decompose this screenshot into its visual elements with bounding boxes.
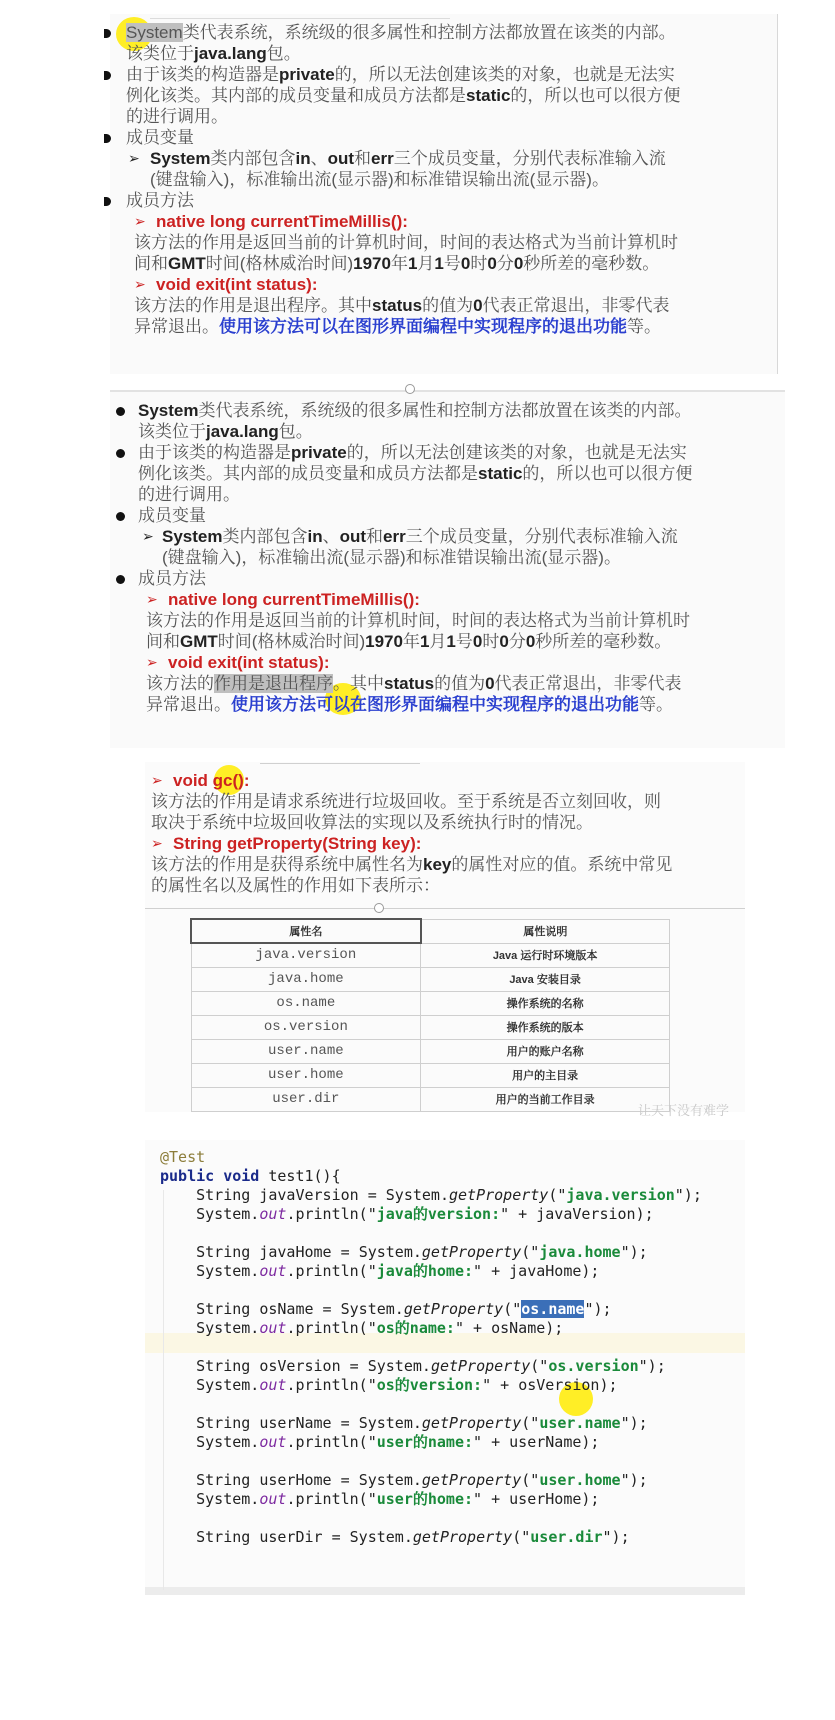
method-signature: void gc(): (173, 771, 250, 790)
text: 秒所差的毫秒数。 (523, 254, 660, 273)
number: 0 (487, 254, 497, 273)
property-description: 操作系统的名称 (421, 991, 670, 1015)
method-exit (110, 652, 790, 673)
bullet-text: 该类位于 (138, 422, 206, 441)
string-literal: os的version: (376, 1376, 483, 1394)
property-name: user.dir (191, 1087, 421, 1111)
method-signature: String getProperty(String key): (173, 834, 422, 853)
class-ref: System. (340, 1300, 404, 1318)
operator: " + (473, 1490, 510, 1508)
text: 月 (417, 254, 435, 273)
property-name: user.home (191, 1063, 421, 1087)
string-literal: java的version: (376, 1205, 501, 1223)
table-row (191, 1063, 670, 1087)
keyword: static (466, 86, 511, 105)
method-signature: test1(){ (259, 1167, 341, 1185)
bullet-text: 例化该类。其内部的成员变量和成员方法都是 (138, 464, 478, 483)
method-currenttimemillis (104, 211, 774, 232)
number: 0 (513, 254, 524, 273)
punct: (" (521, 1243, 540, 1261)
property-description: Java 安装目录 (421, 967, 670, 991)
field: out (259, 1262, 287, 1280)
method-description (110, 610, 790, 652)
variable: userHome (509, 1490, 582, 1508)
method-description (145, 854, 755, 896)
method-call: getProperty (412, 1528, 513, 1546)
arrow-bullet-icon: ➢ (146, 654, 158, 670)
table-header-row (191, 919, 670, 943)
bullet-text: 由于该类的构造器是 (126, 65, 279, 84)
method-currenttimemillis (110, 589, 790, 610)
text: (键盘输入)，标准输出流(显示器)和标准错误输出流(显示器)。 (162, 548, 621, 567)
keyword: out (327, 149, 355, 168)
emphasis-text: 使用该方法可以在图形界面编程中实现程序的退出功能 (219, 317, 627, 336)
punct: "); (638, 1357, 666, 1375)
punct: ); (635, 1205, 654, 1223)
operator: = (313, 1300, 341, 1318)
member-var-item (104, 148, 774, 190)
string-literal: java.home (539, 1243, 621, 1261)
text: 和 (366, 527, 384, 546)
text: 秒所差的毫秒数。 (535, 632, 672, 651)
bullet-text: 的进行调用。 (138, 485, 240, 504)
class-ref: System. (196, 1376, 260, 1394)
class-ref: System. (385, 1186, 449, 1204)
keyword: err (383, 527, 406, 546)
variable: javaVersion (259, 1186, 359, 1204)
text: 。其中 (333, 674, 384, 693)
package-name: java.lang (194, 44, 267, 63)
table-row (191, 1087, 670, 1111)
number: 1970 (353, 254, 391, 273)
method-call: .println(" (286, 1319, 377, 1337)
punct: ); (599, 1376, 618, 1394)
method-call: getProperty (421, 1243, 522, 1261)
variable: userName (509, 1433, 582, 1451)
keyword: in (307, 527, 323, 546)
method-gc (145, 770, 755, 791)
type: String (196, 1300, 251, 1318)
punct: (" (503, 1300, 522, 1318)
table-row (191, 1039, 670, 1063)
table-row (191, 1015, 670, 1039)
type: String (196, 1471, 251, 1489)
bullet-text: 由于该类的构造器是 (138, 443, 291, 462)
text: 时间(格林威治时间) (205, 254, 354, 273)
bullet-constructor (110, 442, 790, 505)
operator: " + (473, 1262, 510, 1280)
text: 异常退出。 (146, 695, 231, 714)
bullet-icon (104, 134, 111, 143)
punct: ); (581, 1433, 600, 1451)
table-row (191, 967, 670, 991)
punct: (" (521, 1414, 540, 1432)
operator: = (331, 1243, 359, 1261)
property-name: os.name (191, 991, 421, 1015)
text: 分 (496, 254, 514, 273)
bullet-member-vars (110, 505, 790, 526)
text: 分 (508, 632, 526, 651)
number: 0 (499, 632, 509, 651)
variable: userDir (259, 1528, 323, 1546)
variable: javaVersion (536, 1205, 636, 1223)
keyword: System (162, 527, 223, 546)
method-call: getProperty (449, 1186, 549, 1204)
keyword: static (478, 464, 523, 483)
bullet-icon (104, 71, 111, 80)
bullet-text: 类代表系统，系统级的很多属性和控制方法都放置在该类的内部。 (182, 23, 676, 42)
class-ref: System. (367, 1357, 431, 1375)
text: 该方法的作用是返回当前的计算机时间，时间的表达格式为当前计算机时 (146, 611, 690, 630)
punct: (" (530, 1357, 549, 1375)
text: 类内部包含 (210, 149, 296, 168)
number: 0 (525, 632, 536, 651)
text: 该方法的作用是返回当前的计算机时间，时间的表达格式为当前计算机时 (134, 233, 678, 252)
arrow-bullet-icon: ➢ (128, 150, 140, 166)
variable: javaHome (509, 1262, 582, 1280)
bullet-text: 的，所以也可以很方便 (510, 86, 681, 105)
text: 间和 (146, 632, 180, 651)
punct: (" (521, 1471, 540, 1489)
variable: userName (259, 1414, 332, 1432)
number: 1970 (365, 632, 403, 651)
text: (键盘输入)，标准输出流(显示器)和标准错误输出流(显示器)。 (150, 170, 609, 189)
property-description: Java 运行时环境版本 (421, 943, 670, 967)
string-literal: user.home (539, 1471, 621, 1489)
bullet-text: 类代表系统，系统级的很多属性和控制方法都放置在该类的内部。 (198, 401, 692, 420)
variable: osName (259, 1300, 314, 1318)
text: 该方法的作用是请求系统进行垃圾回收。至于系统是否立刻回收，则 (151, 792, 661, 811)
keyword: out (339, 527, 367, 546)
property-description: 用户的主目录 (421, 1063, 670, 1087)
operator: " + (473, 1433, 510, 1451)
bullet-text: 的，所以也可以很方便 (522, 464, 693, 483)
keyword: in (295, 149, 311, 168)
property-description: 操作系统的版本 (421, 1015, 670, 1039)
text: 月 (429, 632, 447, 651)
bullet-label: 成员方法 (138, 569, 206, 588)
type: String (196, 1414, 251, 1432)
punct: "); (620, 1243, 648, 1261)
operator: = (358, 1186, 386, 1204)
class-ref: System. (358, 1414, 422, 1432)
method-description (110, 673, 790, 715)
class-ref: System. (196, 1205, 260, 1223)
column-header: 属性名 (191, 919, 421, 943)
method-signature: void exit(int status): (168, 653, 330, 672)
operator: = (331, 1471, 359, 1489)
text: 间和 (134, 254, 168, 273)
number: 1 (407, 254, 418, 273)
property-description: 用户的账户名称 (421, 1039, 670, 1063)
property-description: 用户的当前工作目录 (421, 1087, 670, 1111)
bullet-label: 成员方法 (126, 191, 194, 210)
text: 三个成员变量，分别代表标准输入流 (393, 149, 666, 168)
text: 时间(格林威治时间) (217, 632, 366, 651)
bullet-icon (116, 449, 125, 458)
bullet-text: 的，所以无法创建该类的对象，也就是无法实 (346, 443, 687, 462)
slide3-content (145, 770, 755, 896)
field: out (259, 1490, 287, 1508)
selected-string-literal: os.name (521, 1300, 585, 1318)
method-call: .println(" (286, 1490, 377, 1508)
text: 号 (455, 632, 473, 651)
number: 1 (419, 632, 430, 651)
bullet-icon (104, 29, 111, 38)
number: 1 (446, 632, 456, 651)
bullet-icon (116, 407, 125, 416)
operator: = (322, 1528, 350, 1546)
operator: = (331, 1414, 359, 1432)
punct: ); (545, 1319, 564, 1337)
method-call: getProperty (430, 1357, 531, 1375)
text: 年 (402, 632, 420, 651)
method-description (145, 791, 755, 833)
property-name: java.home (191, 967, 421, 991)
text: 的值为 (422, 296, 474, 315)
resize-handle-icon (405, 384, 415, 394)
keyword: public void (160, 1167, 260, 1185)
number: 0 (473, 296, 483, 315)
punct: (" (548, 1186, 567, 1204)
method-call: .println(" (286, 1433, 377, 1451)
text: 和 (354, 149, 372, 168)
bullet-system-class (104, 22, 774, 64)
method-description (104, 295, 774, 337)
text: 取决于系统中垃圾回收算法的实现以及系统执行时的情况。 (151, 813, 593, 832)
punct: "); (674, 1186, 702, 1204)
operator: " + (454, 1319, 492, 1337)
bullet-label: 成员变量 (126, 128, 194, 147)
arrow-bullet-icon: ➢ (134, 213, 146, 229)
method-signature: void exit(int status): (156, 275, 318, 294)
slide-top-border (150, 18, 450, 19)
keyword: System (138, 401, 199, 420)
method-signature: native long currentTimeMillis(): (156, 212, 408, 231)
string-literal: user的home: (376, 1490, 474, 1508)
text: 时 (482, 632, 500, 651)
text: 的属性对应的值。系统中常见 (451, 855, 673, 874)
number: 0 (472, 632, 483, 651)
string-literal: os的name: (376, 1319, 455, 1337)
text: 等。 (627, 317, 661, 336)
bullet-constructor (104, 64, 774, 127)
slide-divider (145, 908, 745, 909)
text: 的值为 (434, 674, 486, 693)
text: 代表正常退出，非零代表 (482, 296, 670, 315)
method-call: getProperty (421, 1414, 522, 1432)
class-ref: System. (358, 1471, 422, 1489)
package-name: java.lang (206, 422, 279, 441)
code-block (160, 1148, 702, 1547)
text: 异常退出。 (134, 317, 219, 336)
field: out (259, 1376, 287, 1394)
keyword: key (423, 855, 452, 874)
type: String (196, 1357, 251, 1375)
variable: osVersion (518, 1376, 600, 1394)
text: 、 (310, 149, 328, 168)
field: out (259, 1205, 287, 1223)
method-call: getProperty (421, 1471, 522, 1489)
arrow-bullet-icon: ➢ (146, 591, 158, 607)
keyword: private (291, 443, 347, 462)
class-ref: System. (358, 1243, 422, 1261)
bullet-label: 成员变量 (138, 506, 206, 525)
text: 该方法的作用是退出程序。其中 (134, 296, 372, 315)
class-ref: System. (196, 1262, 260, 1280)
text: 年 (390, 254, 408, 273)
bullet-text: 包。 (266, 44, 301, 63)
punct: "); (584, 1300, 612, 1318)
keyword: GMT (168, 254, 206, 273)
operator: = (340, 1357, 368, 1375)
text: 的属性名以及属性的作用如下表所示： (151, 876, 440, 895)
text: 该方法的作用是获得系统中属性名为 (151, 855, 423, 874)
text: 号 (443, 254, 461, 273)
bullet-member-methods (110, 568, 790, 589)
bullet-text: 该类位于 (126, 44, 194, 63)
table-row (191, 943, 670, 967)
operator: " + (500, 1205, 537, 1223)
method-exit (104, 274, 774, 295)
arrow-bullet-icon: ➢ (151, 835, 163, 851)
class-ref: System. (196, 1319, 260, 1337)
arrow-bullet-icon: ➢ (134, 276, 146, 292)
bullet-icon (104, 197, 111, 206)
keyword: System (150, 149, 211, 168)
table-row (191, 991, 670, 1015)
watermark: 让天下没有难学 (638, 1104, 730, 1119)
string-literal: user的name: (376, 1433, 474, 1451)
method-call: .println(" (286, 1205, 377, 1223)
string-literal: user.name (539, 1414, 621, 1432)
string-literal: os.version (548, 1357, 639, 1375)
method-description (104, 232, 774, 274)
text: 、 (322, 527, 340, 546)
arrow-bullet-icon: ➢ (151, 772, 163, 788)
bullet-icon (116, 575, 125, 584)
slide2-content (110, 400, 790, 715)
keyword: status (384, 674, 435, 693)
bullet-text: 的，所以无法创建该类的对象，也就是无法实 (334, 65, 675, 84)
method-call: .println(" (286, 1376, 377, 1394)
method-call: getProperty (403, 1300, 504, 1318)
method-signature: native long currentTimeMillis(): (168, 590, 420, 609)
number: 0 (485, 674, 495, 693)
keyword: err (371, 149, 394, 168)
type: String (196, 1243, 251, 1261)
selected-text: System (126, 23, 183, 42)
punct: ); (581, 1262, 600, 1280)
method-getproperty (145, 833, 755, 854)
properties-table (190, 918, 670, 1112)
bullet-system-class (110, 400, 790, 442)
class-ref: System. (196, 1490, 260, 1508)
keyword: status (372, 296, 423, 315)
bullet-text: 例化该类。其内部的成员变量和成员方法都是 (126, 86, 466, 105)
punct: "); (620, 1471, 648, 1489)
text: 该方法的 (146, 674, 214, 693)
member-var-item (110, 526, 790, 568)
number: 1 (434, 254, 444, 273)
text: 类内部包含 (222, 527, 308, 546)
punct: "); (602, 1528, 630, 1546)
annotation: @Test (160, 1148, 206, 1166)
property-name: user.name (191, 1039, 421, 1063)
class-ref: System. (349, 1528, 413, 1546)
type: String (196, 1528, 251, 1546)
field: out (259, 1433, 287, 1451)
text: 等。 (639, 695, 673, 714)
keyword: GMT (180, 632, 218, 651)
property-name: os.version (191, 1015, 421, 1039)
emphasis-text: 使用该方法可以在图形界面编程中实现程序的退出功能 (231, 695, 639, 714)
bullet-text: 的进行调用。 (126, 107, 228, 126)
bullet-icon (116, 512, 125, 521)
string-literal: user.dir (530, 1528, 603, 1546)
bullet-member-vars (104, 127, 774, 148)
bullet-member-methods (104, 190, 774, 211)
type: String (196, 1186, 251, 1204)
method-call: .println(" (286, 1262, 377, 1280)
selected-text: 作用是退出程序 (214, 674, 333, 693)
operator: " + (482, 1376, 519, 1394)
keyword: private (279, 65, 335, 84)
number: 0 (460, 254, 471, 273)
bullet-text: 包。 (278, 422, 313, 441)
variable: osVersion (259, 1357, 341, 1375)
text: 时 (470, 254, 488, 273)
text: 三个成员变量，分别代表标准输入流 (405, 527, 678, 546)
punct: ); (581, 1490, 600, 1508)
string-literal: java的home: (376, 1262, 474, 1280)
variable: javaHome (259, 1243, 332, 1261)
column-header: 属性说明 (421, 919, 670, 943)
class-ref: System. (196, 1433, 260, 1451)
arrow-bullet-icon: ➢ (142, 528, 154, 544)
slide1-content (104, 22, 774, 337)
punct: (" (512, 1528, 531, 1546)
variable: osName (491, 1319, 546, 1337)
string-literal: java.version (566, 1186, 675, 1204)
punct: "); (620, 1414, 648, 1432)
variable: userHome (259, 1471, 332, 1489)
field: out (259, 1319, 287, 1337)
resize-handle-icon (374, 903, 384, 913)
slide-top-border (260, 763, 420, 764)
text: 代表正常退出，非零代表 (494, 674, 682, 693)
property-name: java.version (191, 943, 421, 967)
